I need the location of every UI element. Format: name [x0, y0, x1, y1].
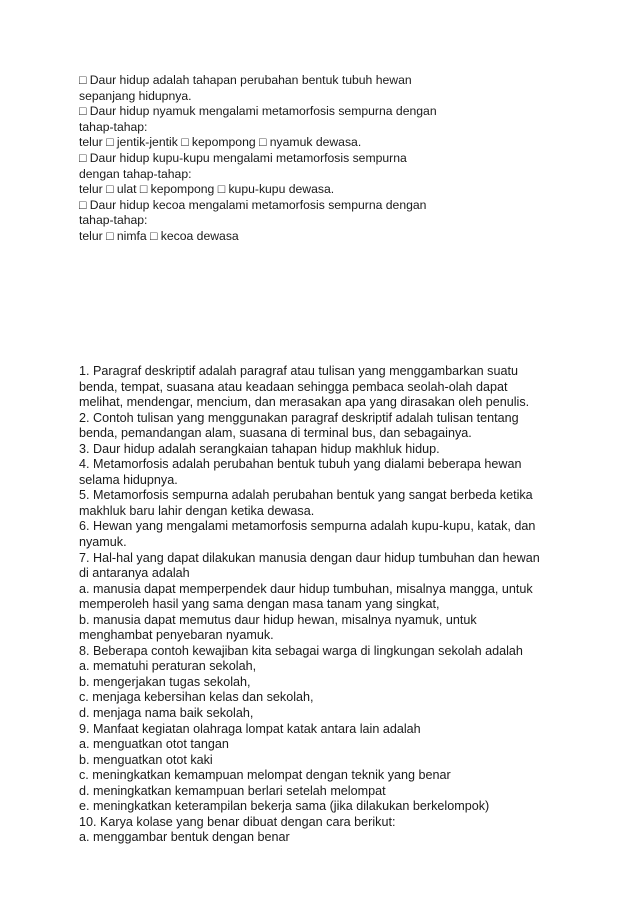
text-line: sepanjang hidupnya.	[79, 88, 192, 103]
text-line: tahap-tahap:	[79, 213, 148, 228]
text-line: melihat, mendengar, mencium, dan merasakan apa yang dirasakan oleh penulis.	[79, 395, 530, 410]
text-line: 9. Manfaat kegiatan olahraga lompat katak antara lain adalah	[79, 721, 421, 736]
text-line: e. meningkatkan keterampilan bekerja sama (jika dilakukan berkelompok)	[79, 799, 490, 814]
text-line: 6. Hewan yang mengalami metamorfosis sempurna adalah kupu-kupu, katak, dan	[79, 519, 536, 534]
text-line: selama hidupnya.	[79, 472, 178, 487]
text-line: a. menggambar bentuk dengan benar	[79, 830, 290, 845]
text-line: b. mengerjakan tugas sekolah,	[79, 674, 251, 689]
text-line: c. menjaga kebersihan kelas dan sekolah,	[79, 690, 314, 705]
text-line: 7. Hal-hal yang dapat dilakukan manusia dengan daur hidup tumbuhan dan hewan	[79, 550, 540, 565]
text-line: dengan tahap-tahap:	[79, 166, 192, 181]
text-line: tahap-tahap:	[79, 119, 148, 134]
text-line: a. manusia dapat memperpendek daur hidup tumbuhan, misalnya mangga, untuk	[79, 581, 533, 596]
text-line: telur □ nimfa □ kecoa dewasa	[79, 228, 239, 243]
text-line: d. menjaga nama baik sekolah,	[79, 706, 254, 721]
answer-list	[79, 364, 569, 846]
text-line: benda, pemandangan alam, suasana di terminal bus, dan sebagainya.	[79, 426, 472, 441]
text-line: c. meningkatkan kemampuan melompat dengan teknik yang benar	[79, 768, 451, 783]
text-line: □ Daur hidup nyamuk mengalami metamorfosis sempurna dengan	[79, 104, 437, 119]
text-line: 1. Paragraf deskriptif adalah paragraf atau tulisan yang menggambarkan suatu	[79, 364, 518, 378]
text-line: a. mematuhi peraturan sekolah,	[79, 659, 257, 674]
text-line: 10. Karya kolase yang benar dibuat dengan cara berikut:	[79, 814, 396, 829]
text-line: a. menguatkan otot tangan	[79, 737, 229, 752]
text-line: makhluk baru lahir dengan ketika dewasa.	[79, 503, 315, 518]
text-line: nyamuk.	[79, 535, 127, 550]
text-line: b. manusia dapat memutus daur hidup hewan, misalnya nyamuk, untuk	[79, 612, 477, 627]
text-line: □ Daur hidup kupu-kupu mengalami metamorfosis sempurna	[79, 150, 407, 165]
text-line: d. meningkatkan kemampuan berlari setelah melompat	[79, 783, 386, 798]
text-line: 5. Metamorfosis sempurna adalah perubahan bentuk yang sangat berbeda ketika	[79, 488, 533, 503]
text-line: □ Daur hidup kecoa mengalami metamorfosis sempurna dengan	[79, 197, 427, 212]
text-line: □ Daur hidup adalah tahapan perubahan bentuk tubuh hewan	[79, 73, 412, 87]
text-line: 4. Metamorfosis adalah perubahan bentuk tubuh yang dialami beberapa hewan	[79, 457, 522, 472]
text-line: 8. Beberapa contoh kewajiban kita sebagai warga di lingkungan sekolah adalah	[79, 643, 523, 658]
text-line: telur □ ulat □ kepompong □ kupu-kupu dewasa.	[79, 182, 335, 197]
text-line: 3. Daur hidup adalah serangkaian tahapan hidup makhluk hidup.	[79, 441, 440, 456]
text-line: b. menguatkan otot kaki	[79, 752, 213, 767]
text-line: memperoleh hasil yang sama dengan masa tanam yang singkat,	[79, 597, 440, 612]
text-line: telur □ jentik-jentik □ kepompong □ nyamuk dewasa.	[79, 135, 362, 150]
text-line: 2. Contoh tulisan yang menggunakan paragraf deskriptif adalah tulisan tentang	[79, 410, 519, 425]
text-line: di antaranya adalah	[79, 566, 190, 581]
text-line: menghambat penyebaran nyamuk.	[79, 628, 274, 643]
text-line: benda, tempat, suasana atau keadaan sehingga pembaca seolah-olah dapat	[79, 379, 508, 394]
life-cycle-notes	[79, 73, 569, 245]
